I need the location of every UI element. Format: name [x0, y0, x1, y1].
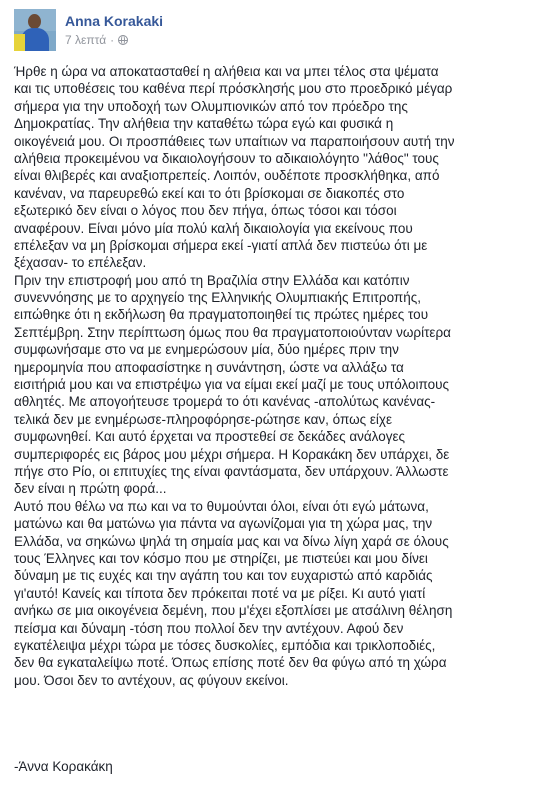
post-timestamp[interactable]: 7 λεπτά: [65, 33, 107, 47]
post-text-line: αναφέρουν. Είναι μόνο μία πολύ καλή δικαιολογία για εκείνους που: [14, 220, 413, 236]
post-text-line: Ελλάδα, να σηκώνω ψηλά τη σημαία μας και να δίνω λίγη χαρά σε όλους: [14, 533, 449, 549]
post-text-line: συμπεριφορές εις βάρος μου μέχρι σήμερα. Η Κορακάκη δεν υπάρχει, δε: [14, 446, 450, 462]
post-text-line: αλήθεια προκειμένου να δικαιολογήσουν το αδικαιολόγητο "λάθος" τους: [14, 150, 439, 166]
post-text-line: ματώνω και θα ματώνω για πάντα να αγωνίζομαι για τη χώρα μας, την: [14, 516, 433, 532]
post-meta: [65, 12, 163, 48]
post-text-line: Πριν την επιστροφή μου από τη Βραζιλία στην Ελλάδα και κατόπιν: [14, 272, 410, 288]
post-text-line: δεν θα εγκαταλείψω ποτέ. Όπως επίσης ποτέ δεν θα φύγω από τη χώρα: [14, 655, 447, 671]
globe-icon[interactable]: [118, 35, 128, 45]
post-text-line: ξέχασαν- το επέλεξαν.: [14, 255, 147, 271]
post-text-line: Σεπτέμβρη. Στην περίπτωση όμως που θα πραγματοποιούνταν νωρίτερα: [14, 324, 451, 340]
avatar[interactable]: [14, 9, 56, 51]
separator-dot: ·: [110, 33, 115, 47]
author-name[interactable]: Anna Korakaki: [65, 13, 164, 29]
post-text-line: πήγε στο Ρίο, οι επιτυχίες της είναι φαντάσματα, δεν υπάρχουν. Άλλωστε: [14, 463, 449, 479]
post-text-line: επέλεξαν να μη βρίσκομαι σήμερα εκεί -γιατί απλά δεν πιστεύω ότι με: [14, 237, 428, 253]
post-text-line: κανέναν, να παρευρεθώ εκεί και το ότι βρίσκομαι σε διακοπές στο: [14, 185, 405, 201]
post-text-line: πείσμα και δύναμη -τόση που πολλοί δεν την αντέχουν. Αφού δεν: [14, 620, 404, 636]
post-text-line: ειπώθηκε ότι η εκδήλωση θα πραγματοποιηθεί τις πρώτες ημέρες του: [14, 307, 429, 323]
post-text-line: σήμερα για την υποδοχή των Ολυμπιονικών από τον πρόεδρο της: [14, 98, 408, 114]
post-text-line: εγκατέλειψα μέχρι τώρα με τόσες δυσκολίες, εμπόδια και τρικλοποδιές,: [14, 637, 436, 653]
post-text-line: ανήκω σε μια οικογένεια δεμένη, που μ'έχει εξοπλίσει με ατσάλινη θέληση: [14, 603, 453, 619]
post-text-line: μου. Όσοι δεν το αντέχουν, ας φύγουν εκείνοι.: [14, 672, 289, 688]
post-text-line: είναι θλιβερές και αναξιοπρεπείς. Λοιπόν, ουδέποτε προσκλήθηκα, από: [14, 168, 440, 184]
post-text-line: οικογένειά μου. Οι προσπάθειες των υπαίτιων να παραποιήσουν αυτή την: [14, 133, 455, 149]
post-text-line: εισιτήριά μου και να επιστρέψω για να είμαι εκεί μαζί με τους υπόλοιπους: [14, 377, 450, 393]
post-text-line: γι'αυτό! Κανείς και τίποτα δεν πρόκειται ποτέ να με ρίξει. Κι αυτό γιατί: [14, 585, 426, 601]
post-text-line: ημερομηνία που αποφασίστηκε η συνάντηση, ώστε να αλλάξω τα: [14, 359, 404, 375]
post-text-line: συμφωνήσαμε στο να με ενημερώσουν μία, δύο ημέρες πριν την: [14, 342, 399, 358]
post-text-line: αθλητές. Με απογοήτευσε τρομερά το ότι κανένας -απολύτως κανένας-: [14, 394, 436, 410]
post-subline: [65, 32, 163, 48]
post-text-line: Αυτό που θέλω να πω και να το θυμούνται όλοι, είναι ότι εγώ μάτωνα,: [14, 498, 429, 514]
post-signature: -Άννα Κορακάκη: [14, 759, 113, 774]
post-text-line: τους Έλληνες και τον κόσμο που με στηρίζει, με πιστεύει και μου δίνει: [14, 550, 428, 566]
post-text-line: Ήρθε η ώρα να αποκατασταθεί η αλήθεια και να μπει τέλος στα ψέματα: [14, 64, 439, 79]
post-text-line: και τις υποθέσεις του καθένα περί πρόσκλησής μου στο προεδρικό μέγαρ: [14, 81, 453, 97]
post-header: [14, 8, 163, 52]
post-text-line: τελικά δεν με ενημέρωσε-πληροφόρησε-ρώτησε καν, όπως είχε: [14, 411, 392, 427]
post-text-line: εξωτερικό δεν είναι ο λόγος που δεν πήγα, όπως τόσοι και τόσοι: [14, 203, 397, 219]
post-text-line: Δημοκρατίας. Την αλήθεια την καταθέτω τώρα εγώ και φυσικά η: [14, 116, 394, 132]
post-body-text: [14, 63, 536, 689]
post-text-line: δύναμη με τις ευχές και την αγάπη του και τον ευχαριστώ από καρδιάς: [14, 568, 433, 584]
post-text-line: συνεννόησης με το αρχηγείο της Ελληνικής Ολυμπιακής Επιτροπής,: [14, 290, 421, 306]
post-text-line: δεν είναι η πρώτη φορά...: [14, 481, 167, 497]
post-text-line: συμφωνηθεί. Και αυτό έρχεται να προστεθεί σε δεκάδες ανάλογες: [14, 429, 406, 445]
